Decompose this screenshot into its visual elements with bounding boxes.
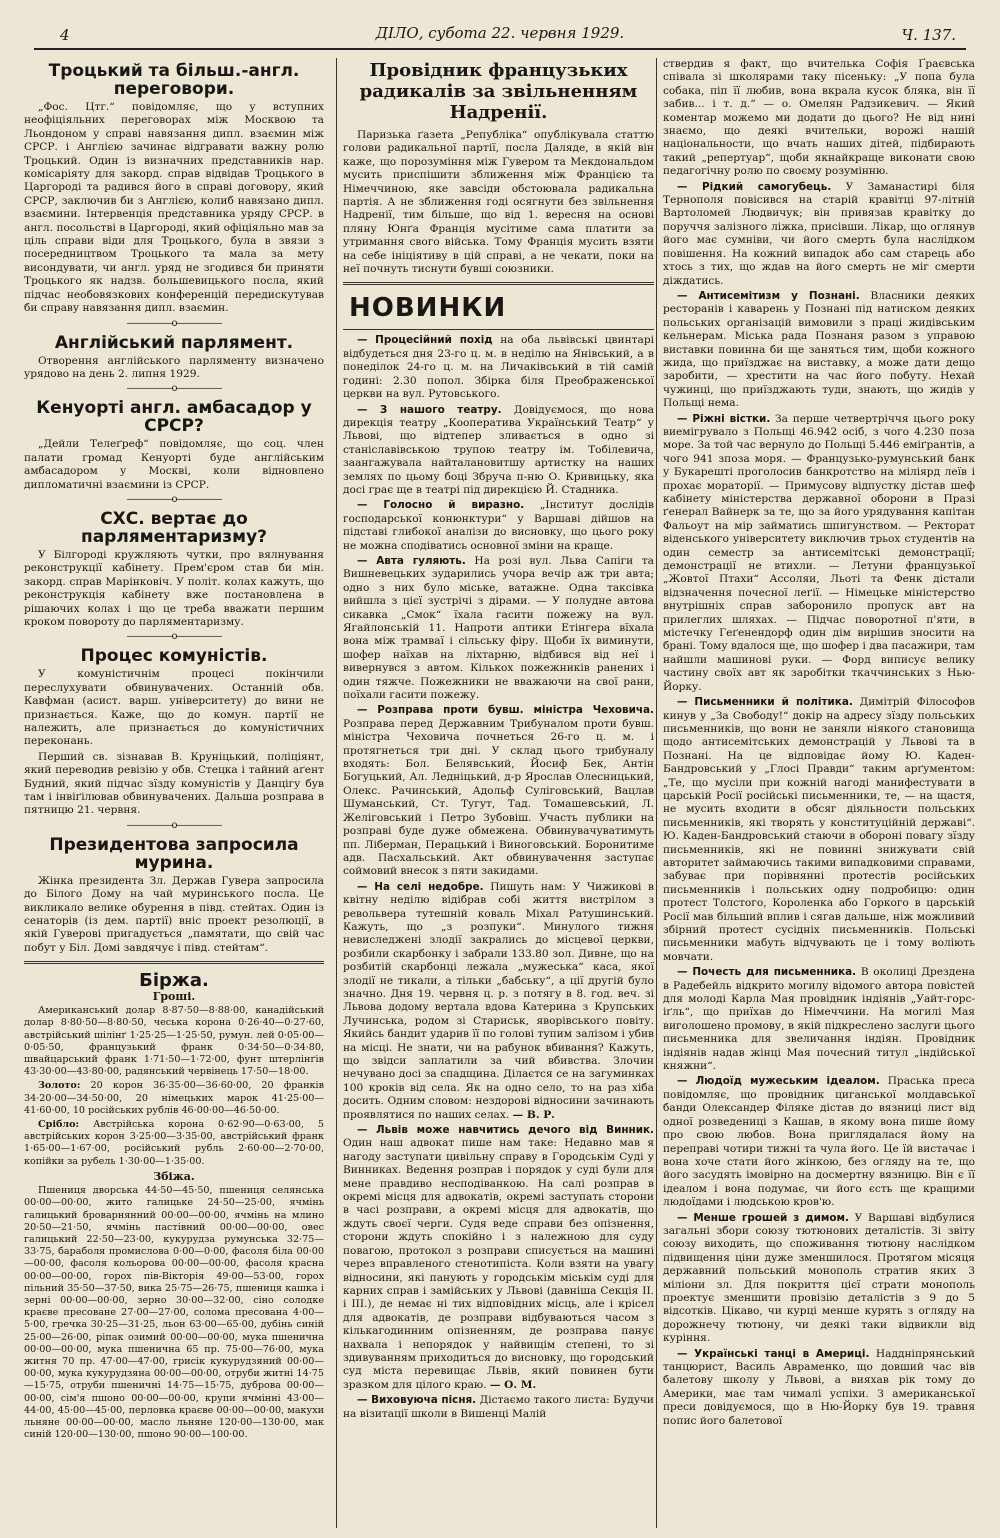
news-item bbox=[663, 1348, 975, 1428]
news-item-body: Димітрій Філософов кинув у „За Свободу!“ докір на адресу зїзду польських письменників, що вони не заняли ніякого становища щодо антисемітських демонстрацій у Львові та в Познані. На це відповідає йому Ю. Каден-Бандровський у „Глосі Правди“ таким арґументом: „Те, що мусіли при кожній нагоді манифестувати в царській Росії російські письменники, те, — на щастя, не мусить входити в обсяг діяльности польських письменників, які творять у конституційній державі“. Ю. Каден-Бандровський стаючи в обороні повагу зїзду письменників, які не повинні знижувати свій авторитет займаючись такими випадковими справами, забуває при порівнянні протестів російських письменників і польських одну подробицю: один протест Толстого, Короленка або Горкого в царській Росії мав більший вплив і сягав дальше, ніж можливий збірний протест сусідніх письменників. Польські письменники мабуть відчувають це і тому воліють мовчати. bbox=[663, 696, 975, 963]
article-title-communists: Процес комуністів. bbox=[80, 646, 268, 667]
silver-values: Австрійська корона 0·62·90—0·63·00, 5 австрійських корон 3·25·00—3·35·00, австрійський франк 1·65·00—1·67·00, російський рубль 2·60·00—2·70·00, копійки за рубель 1·30·00—1·35·00. bbox=[24, 1118, 324, 1167]
news-item-body: За перше четвертріччя цього року виемігрувало з Польщі 46.942 осіб, з чого 4.230 поза море. За той час вернуло до Польщі 5.446 еміґрантів, а чого 941 зпоза моря. — Французько-румунський банк у Букарешті проголосив банкротство на міліярд леїв і прохає мораторії. — Примусову відпустку дістав шеф кабінету міністерства державної оборони в Празі ґенерал Вайнерк за те, що за його урядування капітан Фальоут на мір займатись шпигунством. — Ректорат віденського університету виключив трьох студентів на один семестр за антисемітські демонстрації; демонстрації не втихли. — Летуни французької „Жовтої Птахи“ Ассоляи, Льоті та Фенк дістали відзначення почесної леґії. — Німецьке міністерство внутрішніх справ заборонило пропуск авт на прилеглих шляхах. — Підчас поворотної п'яти, в містечку Геґенендорф один дім вирішив зносити на брані. Тому вдалося ще, що шофер і два пасажири, там найшли машинові руки. — Форд виписує велику частину своїх авт як заробітки ткаччинських з Нью-Йорку. bbox=[663, 412, 975, 693]
news-item bbox=[343, 404, 654, 498]
news-item-body: У Варшаві відбулися загальні збори союзу тютюнових деталістів. Зі звіту союзу виходить, що споживання тютюну наслідком підвищення ціни дуже зменшилося. Протягом місяця державний польський монополь стратив яких 3 міліони зл. Для покриття цієї страти монополь проектує зменшити провізію деталістів з 9 до 5 відсотків. Цікаво, чи курці менше курять з огляду на дорожнечу тютюну, чи деякі таки відвикли від куріння. bbox=[663, 1211, 975, 1345]
news-item-title: — Письменники й політика. bbox=[677, 696, 853, 709]
news-item-signature: — В. Р. bbox=[512, 1108, 555, 1121]
gold-values: 20 корон 36·35·00—36·60·00, 20 франків 34·20·00—34·50·00, 20 німецьких марок 41·25·00—41·60·00, 10 російських рублів 46·00·00—46·50·00. bbox=[24, 1080, 324, 1116]
article-title-trotsky: Троцький та більш.-англ. переговори. bbox=[48, 61, 300, 99]
news-item bbox=[663, 290, 975, 411]
article-title-parliament: Англійський парлямент. bbox=[54, 332, 294, 353]
news-item-title: — Процесійний похід bbox=[357, 334, 493, 347]
news-item-title: — На селі недобре. bbox=[357, 880, 484, 893]
divider bbox=[24, 961, 324, 964]
news-item-title: — Голосно й виразно. bbox=[357, 499, 525, 512]
separator: —————о————— bbox=[126, 819, 222, 831]
news-item bbox=[343, 704, 654, 878]
news-item-title: — Ріжні вістки. bbox=[677, 412, 771, 425]
news-item bbox=[663, 1212, 975, 1346]
news-item-continuation: ствердив я факт, що вчителька Софія Ґраєвська співала зі школярами таку пісеньку: „У попа була собака, піп її любив, вона вкрала кусок бляка, він її забив... і т. д.“ — о. Омелян Радзикевич. — Який коментар можемо ми додати до цього? Не від нині знаємо, що деякі вчительки, ворожі нашій національности, що вчать наших дітей, підбирають такий „репертуар“, щоби якнайкраще виконати свою педагогічну ролю по своєму розумінню. bbox=[663, 58, 975, 178]
exchange-title: Біржа. bbox=[139, 970, 209, 992]
article-title-shs: СХС. вертає до парляментаризму? bbox=[80, 508, 268, 547]
separator: —————о————— bbox=[126, 383, 222, 395]
news-item bbox=[663, 1075, 975, 1209]
news-item-body: Дістаємо такого листа: Будучи на візитації школи в Вишенці Малій bbox=[343, 1394, 654, 1420]
page-number: 4 bbox=[60, 26, 70, 44]
article-body-president: Жінка президента Зл. Держав Гувера запросила до Білого Дому на чай муринського посла. Це викликало велике обурення в півд. стейтах. Один із сенаторів (із дем. партії) вніс проект резолюції, в якій Гуверові пригадується „памятати, що свій час побут у Біл. Домі завдячує і півд. стейтам“. bbox=[24, 874, 324, 954]
article-body-kenworthy: „Дейли Телеґреф“ повідомляє, що соц. член палати громад Кенуорті буде англійським амбасадором у Москві, коли відновлено дипломатичні взаємини із СРСР. bbox=[24, 438, 324, 491]
news-item bbox=[343, 1394, 654, 1421]
news-item-body: Пишуть нам: У Чижикові в квітну неділю відібрав собі життя вистрілом з револьвера тутешній коваль Міхал Ратушинський. Кажуть, що „з розпуки“. Минулого тижня невиследжені злодії закрались до місцевої церкви, розбили скарбонку і забрали 133.80 зол. Дивне, що на розбитій скарбонці лежала „мужеська“ каса, якої злодії не тикали, а тільки „бабську“, а ції другій було значно. Дня 19. червня ц. р. з потягу в 8. год. веч. зі Львова додому вертала вдова Катерина з Крупських Лучинська, родом зі Стариськ, яворівського повіту. Якийсь бандит ударив її по голові тупим залізом і убив на місці. Не знати, чи на рабунок вбивання? Кажуть, що звідси заплатили за чий вбивства. Злочин нечувано досі за спадщина. Ділаєтся се на загуминках 100 кроків від села. Як на одно село, то на раз хіба досить. Одним словом: нездорові відносини зачинають проявлятися по наших селах. bbox=[343, 880, 654, 1121]
news-item bbox=[343, 1124, 654, 1392]
news-item bbox=[663, 966, 975, 1073]
news-item-body: В околиці Дрездена в Радебейль відкрито могилу відомого автора повістей для молоді Карла Мая провідник індіянів „Уайт-горс-іґль“, що приїхав до Німеччини. На могилі Мая виголошено промову, в якій підкреслено заслуги цього письменника для звеличання індіян. Провідник індіянів надав жінці Мая почесний титул „індійської княжни“. bbox=[663, 966, 975, 1073]
news-item bbox=[663, 413, 975, 695]
news-item-body: Один наш адвокат пише нам таке: Недавно мав я нагоду заступати цивільну справу в Городськім Суді у Винниках. Ведення розправ і порядок у суді були для мене правдиво несподіванкою. На салі розправ в окремі місця для адвокатів, окремі заступать сторони в часі розправи, а окремі місця для адвокатів, що ждуть своєї черги. Судя веде справи без опізнення, сторони ждуть спокійно і з належною для суду повагою, протокол з розправи списується на машині через вправленого стенотипіста. Коли взяти на увагу відносини, які панують у городськім міськім суді для карних справ і замійських у Львові (давніша Секція ІІ. і ІІІ.), де немає ні тих відповідних місць, але і крісел для адвокатів, де розправи відбуваються часом з кількагодинним опізненням, де розправа панує нахвала і непорядок у найвищім степені, то зі здивуванням приходиться до висновку, що городський суд міста перевищає Львів, який повинен бути зразком для цілого краю. bbox=[343, 1137, 654, 1391]
news-item-title: — Людоїд мужеським ідеалом. bbox=[677, 1075, 880, 1088]
grain-rates: Пшениця дворська 44·50—45·50, пшениця селянська 00·00—00·00, жито галицьке 24·50—25·00, ячмінь галицький броварнянний 00·00—00·00, ячмінь на млино 20·50—21·50, ячмінь пастівний 00·00—00·00, овес галицький 22·50—23·00, кукурудза румунська 32·75—33·75, бараболя промислова 0·00—0·00, фасоля біла 00·00—00·00, фасоля кольорова 00·00—00·00, фасоля красна 00·00—00·00, горох пів-Вікторія 49·00—53·00, горох пільний 35·50—37·50, вика 25·75—26·75, пшениця кашка і зерні 00·00—00·00, зерно 30·00—32·00, сіно солодке краєве пресоване 27·00—27·00, солома пресована 4·00—5·00, гречка 30·25—31·25, льон 63·00—65·00, дубінь синій 25·00—26·00, ріпак озимий 00·00—00·00, мука пшенична 00·00—00·00, мука пшенична 65 пр. 75·00—76·00, мука житня 70 пр. 47·00—47·00, грисік кукурудзяний 00·00—00·00, мука кукурудзяна 00·00—00·00, отруби житні 14·75—15·75, отруби пшеничні 14·75—15·75, дуброва 00·00—00·00, сім'я пшоно 00·00—00·00, крупи ячмінні 43·00—44·00, 45·00—45·00, перловка краєве 00·00—00·00, макухи льняне 00·00—00·00, масло льняне 120·00—130·00, мак синій 120·00—130·00, пшоно 90·00—100·00. bbox=[24, 1185, 324, 1441]
article-body-french-radicals: Паризька ґазета „Републіка“ опублікувала статтю голови радикальної партії, посла Даляде, в якій він каже, що порозуміння між Гувером та Мекдональдом мусить приспішити зближення між Францією та Німеччиною, яке завсіди обстоювала радикальна партія. А не зближення годі осягнути без звільнення Надренії, тим більше, що від 1. вересня на основі пляну Юнґа Франція мусітиме сама платити за утримання свого війська. Тому Франція мусить взяти на себе ініціятиву в цій справі, а не чекати, поки на неї почнуть тиснути бувші союзники. bbox=[343, 129, 654, 276]
news-item-body: Довідуємося, що нова дирекція театру „Кооператива Український Театр“ у Львові, що відтепер зливається в одно зі станіславівською трупою театру ім. Тобілевича, заангажувала найталановитшу артистку на наших землях по цьому боці Збруча п-ню О. Кривицьку, яка досі грає ще в театрі під дирекцією Й. Стадника. bbox=[343, 403, 654, 496]
gold-rates bbox=[24, 1080, 324, 1117]
silver-label: Срібло: bbox=[38, 1118, 80, 1130]
divider bbox=[343, 282, 654, 285]
column-right bbox=[656, 58, 975, 1528]
issue-number: Ч. 137. bbox=[901, 26, 956, 44]
article-body-communists-1: У комуністичнім процесі покінчили переслухувати обвинувачених. Останній обв. Кавфман (асист. варш. університету) до вини не признається. Каже, що до комун. партії не належить, але признається до комуністичних переконань. bbox=[24, 668, 324, 748]
article-title-president: Президентова запросила мурина. bbox=[49, 834, 299, 873]
separator: —————о————— bbox=[126, 317, 222, 329]
article-title-french-radicals: Провідник французьких радикалів за звільненням Надренії. bbox=[359, 60, 638, 123]
news-item-title: — Почесть для письменника. bbox=[677, 966, 857, 979]
news-item bbox=[343, 555, 654, 702]
article-body-communists-2: Перший св. зізнавав В. Круніцький, поліціянт, який переводив ревізію у обв. Стецка і тайний аґент Будний, який підчас зїзду комуністів у Данцігу був там і інвіґілював обвинувачених. Дальша розправа в пятницю 21. червня. bbox=[24, 750, 324, 817]
news-item-body: Наддніпрянський танцюрист, Василь Авраменко, що довший час вів балетову школу у Львові, а вияхав рік тому до Америки, має там чималі успіхи. З американської преси довідуємося, що в Ню-Йорку був 19. травня попис його балетової bbox=[663, 1347, 975, 1427]
separator: —————о————— bbox=[126, 631, 222, 643]
news-item-body: На розі вул. Льва Сапіги та Вишневецьких зударились учора вечір аж три авта; одно з них було міське, ватажне. Одна таксівка вийшла з цієї зустрічі з дірами. — У полудне автова сикавка „Смок“ їхала гасити пожежу на вул. Ягайлонській 11. Напроти аптики Етінгера вїхала вона між трамваї і сільську фіру. Щоби їх виминути, шофер наїхав на ліхтарню, відбився від неї і вивернувся з автом. Кількох пожежників ранених і один тяжче. Пожежники не вважаючи на свої рани, поїхали гасити пожежу. bbox=[343, 554, 654, 702]
column-left bbox=[24, 58, 324, 1528]
article-title-kenworthy: Кенуорті англ. амбасадор у СРСР? bbox=[36, 398, 312, 437]
news-item bbox=[343, 881, 654, 1122]
news-item-title: — Українські танці в Америці. bbox=[677, 1347, 870, 1360]
news-item-title: — Львів може навчитись дечого від Винник. bbox=[357, 1124, 654, 1137]
news-item-body: „Інститут дослідів господарської конюнктури“ у Варшаві дійшов на підставі глибокої аналізи до висновку, що цього року не можна сподіватись основної зміни на краще. bbox=[343, 499, 654, 552]
grain-subtitle: Збіжа. bbox=[153, 1169, 195, 1183]
money-subtitle: Гроші. bbox=[152, 989, 196, 1003]
news-item bbox=[343, 334, 654, 401]
gold-label: Золото: bbox=[38, 1080, 81, 1092]
news-item-body: Праська преса повідомляє, що провідник циганської молдавської банди Олександер Філяке дістав до вязниці лист від одної розведениці з Кашав, в якому вона пише йому про свою любов. Вона приглядалася йому на переправі чотири тижні та чула його. Це їй вистачає і вона хоче стати його жінкою, без огляду на те, що його засудять імовірно на досмертну вязницю. Він є її ідеалом і вона подумає, чи його єсть ще кращими людоїдами і людською кров'ю. bbox=[663, 1075, 975, 1209]
article-body-trotsky: „Фос. Цтг.“ повідомляє, що у вступних неофіціяльних переговорах між Москвою та Льондоном у справі навязання дипл. взаємин між СРСР. і Англією зачинає відгравати важну ролю Троцький. Один із визначних представників нар. комісаріяту для закорд. справ відвідав Троцького в Царгороді та радився його в справі договору, який СРСР, заключив би з Англією, колиб навязано дипл. взаємини. Інтервенція представника уряду СРСР. в англ. посольстві в Царгороді, який офіціяльно мав за ціль справи віди для Троцького, була в звязи з посередництвом Троцького та мала за мету висондувати, чи англ. уряд не згодився би приняти Троцького як надзв. большевицького посла, який підчас необовязкових конференцій передискутував би справу навязання дипл. взаємин. bbox=[24, 101, 324, 315]
news-item-signature: — О. М. bbox=[489, 1378, 537, 1391]
article-body-parliament: Отворення англійського парляменту визначено урядово на день 2. липня 1929. bbox=[24, 354, 324, 380]
news-item bbox=[663, 696, 975, 964]
article-body-shs: У Білгороді кружляють чутки, про вялнування реконструкції кабінету. Прем'єром став би мін. закорд. справ Марінковіч. У політ. колах кажуть, що реконструкція кабінету вже постановлена в рішаючих колах і що це треба вважати першим кроком повороту до парляментаризму. bbox=[24, 548, 324, 628]
news-item bbox=[343, 499, 654, 553]
news-item-title: — Розправа проти бувш. міністра Чеховича. bbox=[357, 704, 654, 717]
news-item-title: — Менше грошей з димом. bbox=[677, 1211, 849, 1224]
news-item-title: — Авта гуляють. bbox=[357, 554, 466, 567]
masthead bbox=[34, 22, 966, 50]
news-item-body: Розправа перед Державним Трибуналом проти бувш. міністра Чеховича почнеться 26-го ц. м. і протягнеться три дні. У склад цього трибуналу входять: Бол. Белявський, Йосиф Бек, Антін Богуцький, Ал. Ледніцький, д-р Ярослав Олесницький, Олекс. Рачинський, Адольф Суліговський, Вацлав Шуманський, Ст. Тугут, Тад. Томашевський, Л. Желіговський і Петро Зубовіш. Участь публики на розправі буде дуже обмежена. Обвинувачуватимуть пп. Ліберман, Перацький і Виноговський. Боронитиме адв. Пасхальський. Акт обвинувачення заступає соймовий внесок з пяти закидами. bbox=[343, 717, 654, 878]
column-middle bbox=[336, 58, 654, 1528]
money-rates: Американський долар 8·87·50—8·88·00, канадійський долар 8·80·50—8·80·50, чеська корона 0·26·40—0·27·60, австрійський шілінґ 1·25·25—1·25·50, румун. лей 0·05·00—0·05·50, французький франк 0·34·50—0·34·80, швайцарський франк 1·71·50—1·72·00, фунт штерлінґів 43·30·00—43·80·00, радянський червінець 17·50—18·00. bbox=[24, 1005, 324, 1078]
divider bbox=[343, 329, 654, 330]
news-item-title: — Виховуюча пісня. bbox=[357, 1394, 477, 1407]
news-item-body: Власники деяких ресторанів і каварень у Познані під натиском деяких польських організацій вимовили з праці жидівським кельнерам. Міська рада Познаня разом з управою виставки повинна би ще заняться тим, щоби кожного жида, що приїзджає на виставку, а може дати дещо заробити, — хрестити на час його побуту. Нехай чужинці, що приїзджають туди, знають, що жидів у Польщі нема. bbox=[663, 289, 975, 410]
silver-rates bbox=[24, 1119, 324, 1168]
news-item-title: — Антисемітизм у Познані. bbox=[677, 289, 860, 302]
news-item bbox=[663, 181, 975, 288]
newspaper-title: ДІЛО, субота 22. червня 1929. bbox=[375, 24, 625, 42]
news-item-title: — Рідкий самогубець. bbox=[677, 180, 832, 193]
news-item-title: — З нашого театру. bbox=[357, 403, 502, 416]
news-item-body: У Заманастирі біля Тернополя повісився на старій кравітці 97-літній Вартоломей Людвичук; він привязав кравітку до поруччя залізного ліжка, присівши. Лікар, що оглянув його має сумніви, чи його смерть була наслідком повішення. На кожний випадок або сам старець або хтось з тих, що ждав на його смерть не міг смерти діждатись. bbox=[663, 180, 975, 287]
news-section-title: НОВИНКИ bbox=[349, 293, 507, 324]
separator: —————о————— bbox=[126, 493, 222, 505]
news-item-body: на оба львівські цвинтарі відбудеться дня 23-го ц. м. в неділю на Янівський, а в понеділок 24-го ц. м. на Личаківський в тій самій годині: 2.30 попол. Збірка біля Преображенської церкви на вул. Рутовського. bbox=[343, 334, 654, 401]
